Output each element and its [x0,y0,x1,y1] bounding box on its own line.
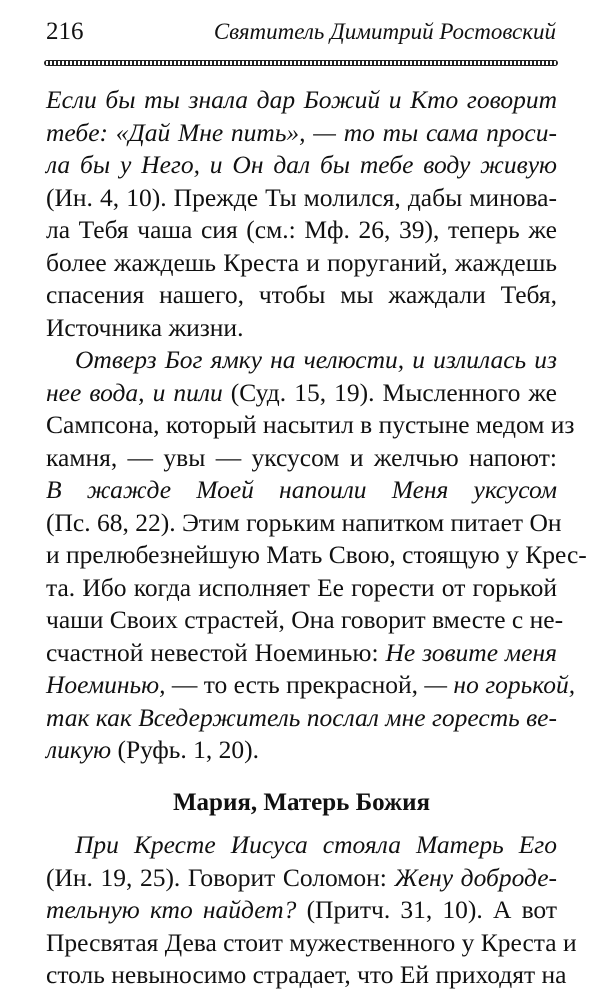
text-segment: камня, — увы — уксусом и желчью напоют: [46,442,557,472]
paragraph [46,344,587,767]
text-line [46,894,557,927]
text-segment: та. Ибо когда исполняет Ее горести от горькой [46,572,557,602]
italic-quote: тебе: «Дай Мне пить», — то ты сама проси- [46,117,557,147]
italic-quote: ла бы у Него, и Он дал бы тебе воду живую [46,150,557,179]
text-line [46,344,557,377]
text-line [46,637,557,670]
text-line [46,409,575,442]
italic-quote: Жену доброде- [394,862,558,892]
section-heading: Мария, Матерь Божия [172,788,431,816]
text-segment: спасения нашего, чтобы мы жаждали Тебя, [46,280,557,309]
decorative-rule [44,60,558,66]
text-line [46,702,557,735]
text-segment: более жаждешь Креста и поруганий, жаждешь [46,247,557,277]
italic-quote: нее вода, и пили [46,377,231,407]
text-segment: (Пс. 68, 22). Этим горьким напитком питает Он [46,507,562,537]
text-line [46,247,557,280]
text-segment: ла Тебя чаша сия (см.: Мф. 26, 39), теперь же [46,215,557,244]
text-segment: Сампсона, который насытил в пустыне медом из [46,410,575,439]
text-line [46,377,557,410]
page-header [46,18,556,50]
text-line [46,862,557,895]
chapter-text [46,84,587,767]
text-line [46,604,564,637]
paragraph [46,84,557,344]
text-line [46,214,557,247]
text-line [46,829,557,862]
text-segment: (Ин. 4, 10). Прежде Ты молился, дабы минова- [46,182,557,212]
text-segment: столь невыносимо страдает, что Ей приходят на [46,960,567,989]
italic-quote: ликую [46,735,118,764]
text-line [46,959,567,992]
text-line [46,734,557,767]
text-line [46,669,576,702]
italic-quote: — но горькой, [424,670,576,699]
italic-quote: Ноеминью, [46,670,172,699]
italic-quote: так как Вседержитель послал мне горесть ве- [46,702,557,732]
text-line [46,149,557,182]
text-segment: счастной невестой Ноеминью: [46,637,386,667]
text-line [46,312,557,345]
page-body [46,84,587,992]
text-line [46,572,557,605]
text-segment: — то есть прекрасной, [171,670,425,699]
text-segment: (Притч. 31, 10). А вот [306,895,557,924]
text-line [46,117,557,150]
text-line [46,182,557,215]
italic-quote: При Кресте Иисуса стояла Матерь Его [75,830,557,859]
italic-quote: Не зовите меня [385,637,558,667]
text-line [46,442,557,475]
text-segment: (Суд. 15, 19). Мысленного же [230,377,557,407]
italic-quote: тельную кто найдет? [46,895,307,924]
text-line [46,474,557,507]
paragraph [46,829,577,992]
italic-quote: В жажде Моей напоили Меня уксусом [46,475,557,504]
text-segment: Источника жизни. [46,312,244,342]
text-segment: и прелюбезнейшую Мать Свою, стоящую у Крес- [46,540,587,569]
text-segment: (Ин. 19, 25). Говорит Соломон: [46,862,395,892]
text-segment: (Руфь. 1, 20). [117,735,260,764]
text-line [46,279,557,312]
page-number: 216 [46,18,84,45]
running-title: Святитель Димитрий Ростовский [213,19,556,44]
italic-quote: Если бы ты знала дар Божий и Кто говорит [46,85,557,114]
text-line [46,84,557,117]
section-text [46,829,577,992]
text-line [46,927,577,960]
text-segment: чаши Своих страстей, Она говорит вместе с не- [46,605,564,634]
text-line [46,507,562,540]
italic-quote: Отверз Бог ямку на челюсти, и излилась из [75,345,557,374]
text-segment: Пресвятая Дева стоит мужественного у Креста и [46,927,577,957]
text-line [46,539,587,572]
